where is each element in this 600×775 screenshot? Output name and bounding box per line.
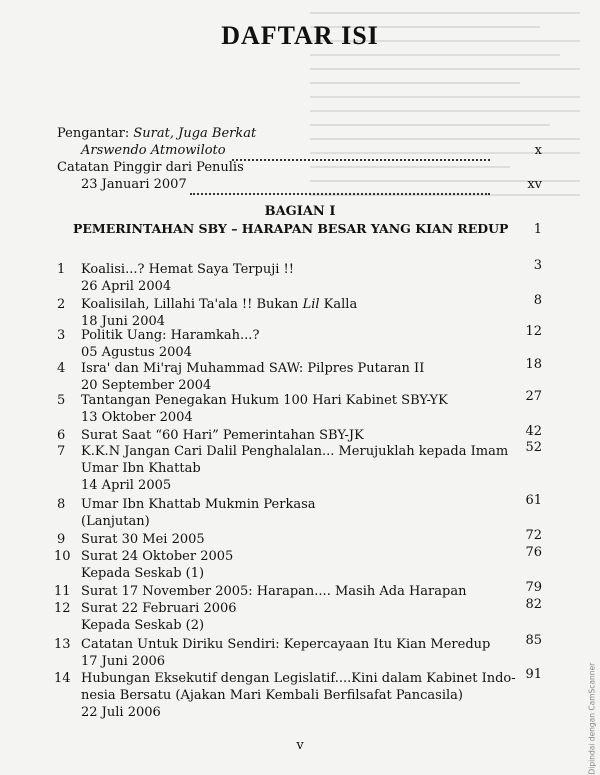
entry-title: Koalisi...? Hemat Saya Terpuji !! (81, 262, 294, 277)
entry-title-continued: Umar Ibn Khattab (81, 461, 201, 476)
entry-title: Umar Ibn Khattab Mukmin Perkasa (81, 497, 316, 512)
entry-title: Surat 22 Februari 2006 (81, 601, 237, 616)
page-ref: 18 (525, 357, 542, 372)
page-ref: 42 (525, 424, 542, 439)
dot-leader (232, 143, 490, 161)
entry-number: 5 (57, 393, 66, 408)
page-ref: 27 (525, 389, 542, 404)
page-ref: 8 (533, 293, 542, 308)
entry-title: Surat 24 Oktober 2005 (81, 549, 234, 564)
entry-title-part: Koalisilah, Lillahi Ta'ala !! Bukan (81, 297, 303, 312)
entry-number: 9 (57, 532, 66, 547)
entry-title-italic: Lil (302, 297, 320, 312)
page-title: DAFTAR ISI (221, 21, 379, 50)
entry-title: Surat Saat “60 Hari” Pemerintahan SBY-JK (81, 428, 364, 443)
scanner-watermark-text: Dipindai dengan CamScanner (587, 662, 597, 775)
page-ref: 1 (533, 222, 542, 237)
entry-number: 2 (57, 297, 66, 312)
entry-title-continued: Kepada Seskab (1) (81, 566, 205, 581)
entry-number: 8 (57, 497, 66, 512)
entry-title-continued: nesia Bersatu (Ajakan Mari Kembali Berfilsafat Pancasila) (81, 688, 463, 703)
page-ref: 85 (525, 633, 542, 648)
entry-title: Catatan Untuk Diriku Sendiri: Kepercayaan Itu Kian Meredup (81, 637, 491, 652)
author-note-label: Catatan Pinggir dari Penulis (57, 160, 244, 175)
entry-number: 6 (57, 428, 66, 443)
entry-number: 1 (57, 262, 66, 277)
part-title: PEMERINTAHAN SBY – HARAPAN BESAR YANG KIAN REDUP (73, 221, 509, 236)
page-ref: 76 (525, 545, 542, 560)
entry-number: 7 (57, 444, 66, 459)
page-ref: 82 (525, 597, 542, 612)
page-ref: x (534, 143, 542, 158)
foreword-line (57, 126, 256, 142)
entry-date: 17 Juni 2006 (81, 654, 166, 669)
entry-date: 05 Agustus 2004 (81, 345, 192, 360)
entry-title: Surat 17 November 2005: Harapan.... Masih Ada Harapan (81, 584, 467, 599)
entry-date: 20 September 2004 (81, 378, 212, 393)
entry-number: 3 (57, 328, 66, 343)
entry-title: Isra' dan Mi'raj Muhammad SAW: Pilpres Putaran II (81, 361, 425, 376)
entry-number: 10 (54, 549, 71, 564)
dot-leader (190, 177, 490, 195)
entry-title-continued: Kepada Seskab (2) (81, 618, 205, 633)
entry-title-continued: (Lanjutan) (81, 514, 150, 529)
foreword-label: Pengantar: (57, 126, 130, 141)
entry-title: K.K.N Jangan Cari Dalil Penghalalan... Merujuklah kepada Imam (81, 444, 509, 459)
entry-title: Tantangan Penegakan Hukum 100 Hari Kabinet SBY-YK (81, 393, 448, 408)
entry-date: 13 Oktober 2004 (81, 410, 193, 425)
entry-date: 22 Juli 2006 (81, 705, 161, 720)
entry-number: 12 (54, 601, 71, 616)
foreword-author: Arswendo Atmowiloto (81, 143, 226, 158)
entry-title: Politik Uang: Haramkah...? (81, 328, 260, 343)
page-ref: 72 (525, 528, 542, 543)
scanner-watermark (582, 662, 597, 775)
entry-number: 11 (54, 584, 71, 599)
entry-date: 26 April 2004 (81, 279, 172, 294)
page-number: v (296, 738, 304, 753)
entry-date: 18 Juni 2004 (81, 314, 166, 329)
author-note-date: 23 Januari 2007 (81, 177, 187, 192)
page-ref: 61 (525, 493, 542, 508)
entry-number: 14 (54, 671, 71, 686)
entry-number: 13 (54, 637, 71, 652)
foreword-title: Surat, Juga Berkat (133, 126, 257, 141)
entry-date: 14 April 2005 (81, 478, 172, 493)
entry-title: Surat 30 Mei 2005 (81, 532, 205, 547)
page-ref: 52 (525, 440, 542, 455)
part-heading: BAGIAN I (264, 204, 336, 219)
page-ref: xv (527, 177, 542, 192)
entry-title: Hubungan Eksekutif dengan Legislatif....Kini dalam Kabinet Indo- (81, 671, 516, 686)
page-ref: 3 (533, 258, 542, 273)
entry-number: 4 (57, 361, 66, 376)
page-ref: 91 (525, 667, 542, 682)
page-ref: 79 (525, 580, 542, 595)
page-ref: 12 (525, 324, 542, 339)
entry-title (81, 297, 357, 313)
entry-title-part: Kalla (319, 297, 358, 312)
